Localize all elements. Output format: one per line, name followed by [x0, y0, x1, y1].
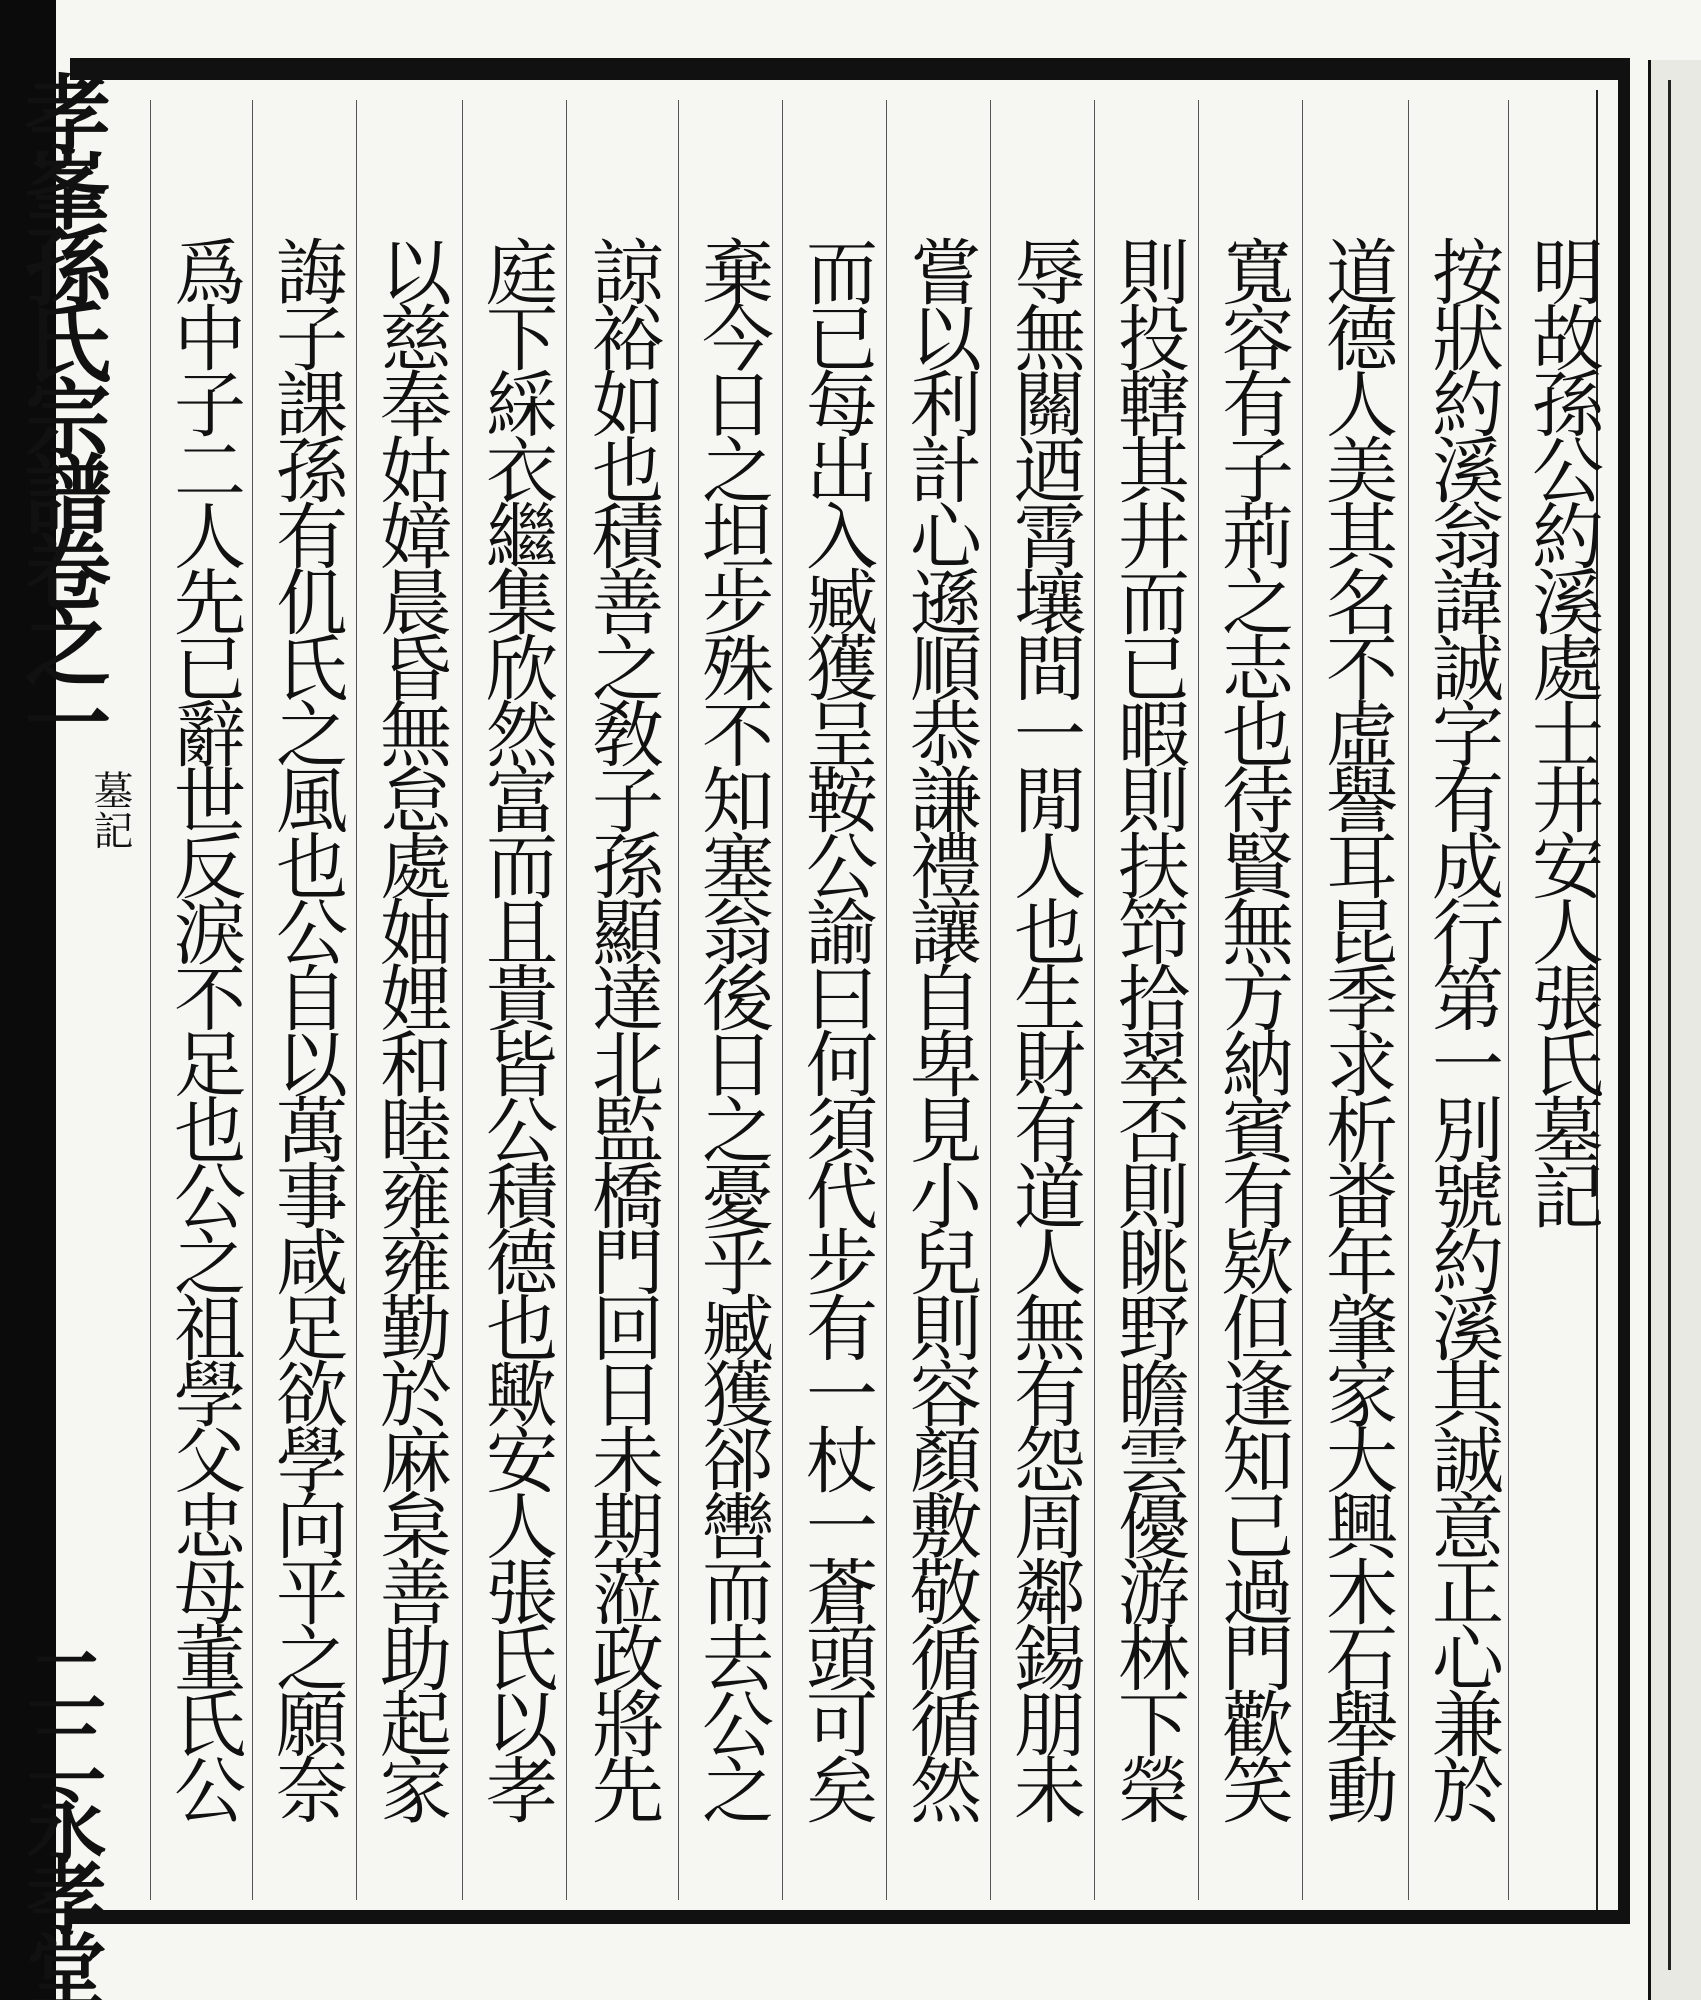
column-divider: [1408, 100, 1409, 1900]
column-divider: [356, 100, 357, 1900]
text-column: 嘗以利計心遜順恭謙禮讓自卑見小兒則容顏敷敬循循然: [898, 235, 982, 1819]
top-border-rule: [70, 58, 1630, 80]
column-divider: [462, 100, 463, 1900]
column-divider: [150, 100, 151, 1900]
text-column: 道德人美其名不虛譽耳昆季求析畨年肇家大興木石舉動: [1314, 235, 1398, 1819]
facing-page-strip: [1648, 60, 1701, 2000]
text-column: 爲中子二人先已辭世反淚不足也公之祖學父忠母董氏公: [162, 235, 246, 1819]
text-column: 則投轄其井而已暇則扶笻拾翠否則眺野瞻雲優游林下榮: [1106, 235, 1190, 1819]
text-column: 按狀約溪翁諱誠字有成行第一別號約溪其誠意正心兼於: [1420, 235, 1504, 1819]
column-divider: [566, 100, 567, 1900]
text-column: 棄今日之坦步殊不知塞翁後日之憂乎臧獲郤轡而去公之: [690, 235, 774, 1819]
text-column: 庭下綵衣繼集欣然富而且貴皆公積德也歟安人張氏以孝: [474, 235, 558, 1819]
column-divider: [252, 100, 253, 1900]
column-divider: [782, 100, 783, 1900]
column-divider: [1198, 100, 1199, 1900]
text-column: 誨子課孫有仉氏之風也公自以萬事咸足欲學向平之願奈: [264, 235, 348, 1819]
section-label: 墓記: [87, 770, 133, 850]
folio-text: 二二永孝堂: [13, 1640, 107, 2000]
text-column: 諒裕如也積善之敎子孫顯達北監橋門回日未期蒞政將先: [580, 235, 664, 1819]
text-column: 以慈奉姑嫜晨昏無怠處妯娌和睦雍雍勤於麻枲善助起家: [368, 235, 452, 1819]
facing-page-rule: [1668, 80, 1671, 1970]
right-border-rule: [1618, 70, 1630, 1920]
column-divider: [886, 100, 887, 1900]
column-divider: [990, 100, 991, 1900]
column-divider: [678, 100, 679, 1900]
column-divider: [1094, 100, 1095, 1900]
column-divider: [1302, 100, 1303, 1900]
document-heading: 明故孫公約溪處士井安人張氏墓記: [1520, 235, 1604, 1225]
text-column: 而已每出入臧獲呈鞍公諭曰何須代步有一杖一蒼頭可矣: [794, 235, 878, 1819]
text-column: 寬容有子荊之志也待賢無方納賓有欵但逢知己過門歡笑: [1210, 235, 1294, 1819]
book-title: 孝峯孫氏宗譜卷之一: [10, 70, 111, 754]
text-column: 辱無關迺霄壤間一閒人也生財有道人無有怨周鄰錫朋未: [1002, 235, 1086, 1819]
bottom-border-rule: [70, 1910, 1630, 1924]
